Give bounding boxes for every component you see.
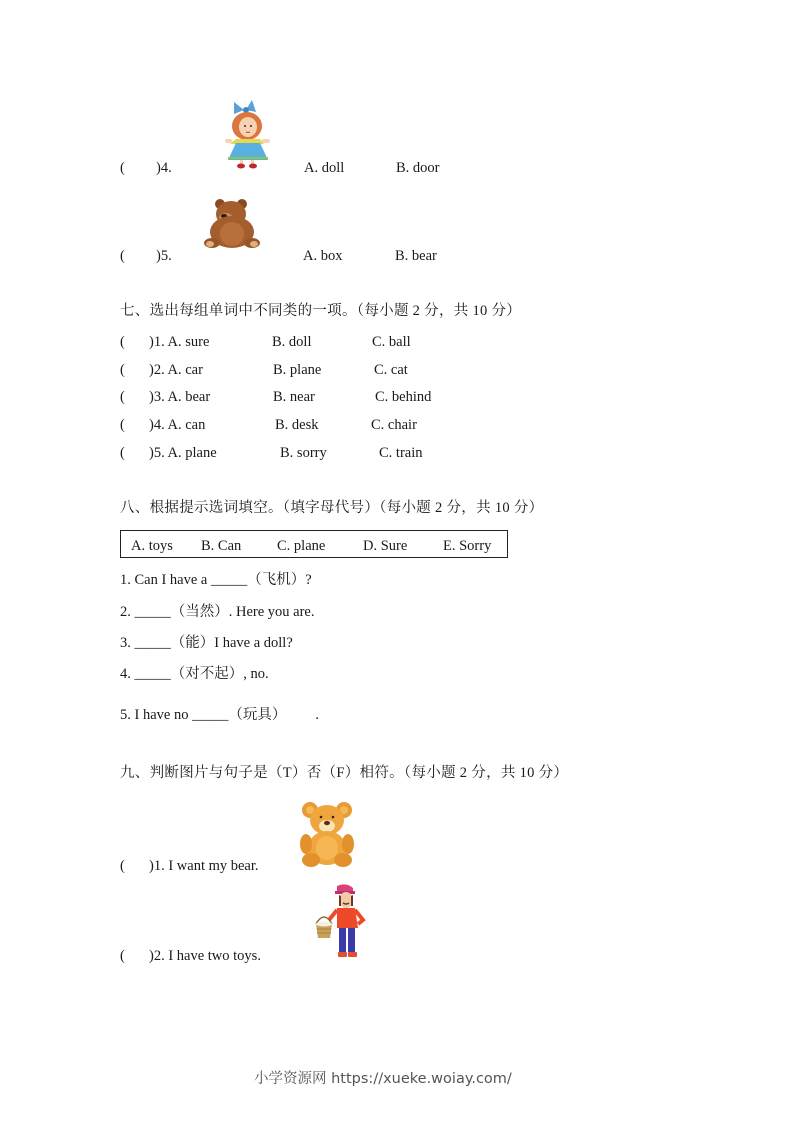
question-paren[interactable]: ( bbox=[120, 417, 125, 433]
teddy-bear-image bbox=[297, 800, 357, 868]
question-option-b: B. doll bbox=[272, 334, 312, 350]
question-option-a: )3. A. bear bbox=[149, 389, 211, 405]
option-a[interactable]: A. box bbox=[303, 248, 343, 264]
question-number: )5. bbox=[156, 248, 172, 264]
girl-with-basket-image bbox=[313, 882, 369, 960]
fill-blank-question[interactable]: 4. _____（对不起）, no. bbox=[120, 666, 269, 682]
question-option-b: B. near bbox=[273, 389, 315, 405]
option-b[interactable]: B. door bbox=[396, 160, 440, 176]
question-option-a: )5. A. plane bbox=[149, 445, 217, 461]
word-bank-item: A. toys bbox=[131, 538, 173, 554]
question-option-c: C. behind bbox=[375, 389, 432, 405]
question-paren[interactable]: ( bbox=[120, 334, 125, 350]
question-option-b: B. sorry bbox=[280, 445, 327, 461]
true-false-question: )1. I want my bear. bbox=[149, 858, 259, 874]
true-false-question: )2. I have two toys. bbox=[149, 948, 261, 964]
question-paren[interactable]: ( bbox=[120, 160, 125, 176]
word-bank-item: E. Sorry bbox=[443, 538, 492, 554]
section-7-heading: 七、选出每组单词中不同类的一项。（每小题 2 分，共 10 分） bbox=[120, 303, 522, 319]
doll-image bbox=[220, 98, 274, 170]
question-option-b: B. desk bbox=[275, 417, 319, 433]
fill-blank-question[interactable]: 1. Can I have a _____（飞机）? bbox=[120, 572, 312, 588]
fill-blank-question[interactable]: 2. _____（当然）. Here you are. bbox=[120, 604, 315, 620]
question-paren[interactable]: ( bbox=[120, 248, 125, 264]
question-option-a: )1. A. sure bbox=[149, 334, 210, 350]
question-paren[interactable]: ( bbox=[120, 362, 125, 378]
question-paren[interactable]: ( bbox=[120, 389, 125, 405]
question-number: )4. bbox=[156, 160, 172, 176]
question-paren[interactable]: ( bbox=[120, 445, 125, 461]
word-bank-item: C. plane bbox=[277, 538, 326, 554]
bear-image bbox=[202, 196, 262, 250]
question-option-a: )4. A. can bbox=[149, 417, 206, 433]
fill-blank-question[interactable]: 3. _____（能）I have a doll? bbox=[120, 635, 293, 651]
question-option-c: C. cat bbox=[374, 362, 408, 378]
option-b[interactable]: B. bear bbox=[395, 248, 437, 264]
question-option-c: C. train bbox=[379, 445, 423, 461]
word-bank-item: B. Can bbox=[201, 538, 242, 554]
fill-blank-question[interactable]: 5. I have no _____（玩具） . bbox=[120, 707, 319, 723]
question-option-b: B. plane bbox=[273, 362, 322, 378]
footer-watermark: 小学资源网 https://xueke.woiay.com/ bbox=[254, 1071, 512, 1087]
question-option-a: )2. A. car bbox=[149, 362, 203, 378]
section-8-heading: 八、根据提示选词填空。（填字母代号）（每小题 2 分，共 10 分） bbox=[120, 500, 544, 516]
question-paren[interactable]: ( bbox=[120, 948, 125, 964]
question-option-c: C. ball bbox=[372, 334, 411, 350]
section-9-heading: 九、判断图片与句子是（T）否（F）相符。（每小题 2 分，共 10 分） bbox=[120, 765, 569, 781]
option-a[interactable]: A. doll bbox=[304, 160, 345, 176]
question-option-c: C. chair bbox=[371, 417, 417, 433]
question-paren[interactable]: ( bbox=[120, 858, 125, 874]
word-bank-item: D. Sure bbox=[363, 538, 408, 554]
